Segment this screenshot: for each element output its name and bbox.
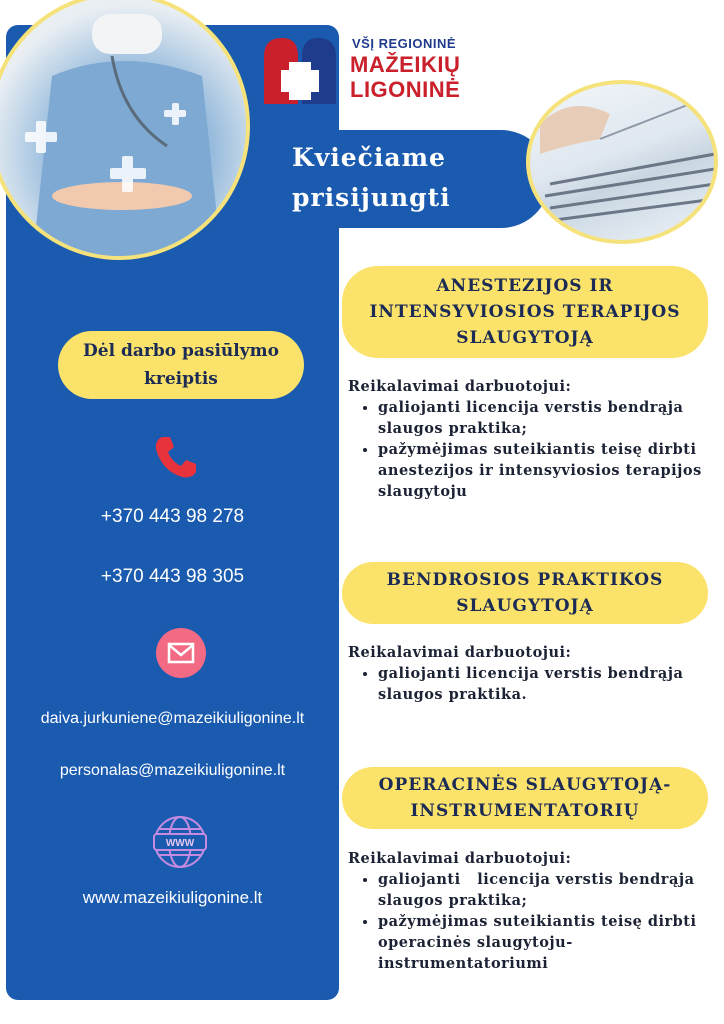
contact-heading-line-2: kreiptis <box>144 369 218 389</box>
job-1-requirements <box>348 376 702 502</box>
title-line-1: Kviečiame <box>292 143 446 172</box>
phone-icon <box>152 433 200 481</box>
contact-heading <box>58 331 304 399</box>
job-1-req-2-line-3: slaugytoju <box>378 483 468 500</box>
job-2-requirement-1 <box>378 663 683 705</box>
job-1-requirement-2 <box>378 439 702 502</box>
job-1-req-2-line-1: • pažymėjimas suteikiantis teisę dirbti <box>378 441 697 458</box>
job-title-3 <box>342 767 708 829</box>
job-title-1 <box>342 266 708 358</box>
logo-hospital-name <box>350 52 460 102</box>
page-title <box>292 138 451 218</box>
job-3-req-2-line-2: operacinės slaugytoju-instrumentatoriumi <box>378 934 573 972</box>
job-3-req-1-line-2: slaugos praktika; <box>378 892 528 909</box>
job-3-title-line-1: OPERACINĖS SLAUGYTOJĄ- <box>378 775 672 795</box>
job-1-title-line-1: ANESTEZIJOS IR <box>436 276 614 296</box>
www-icon-text: WWW <box>165 838 195 849</box>
email-link-1[interactable]: daiva.jurkuniene@mazeikiuligonine.lt <box>40 710 305 727</box>
job-3-requirement-1 <box>378 869 724 911</box>
job-title-2 <box>342 562 708 624</box>
job-3-requirement-2 <box>378 911 724 974</box>
email-link-2[interactable]: personalas@mazeikiuligonine.lt <box>59 762 286 779</box>
phone-number-1[interactable]: +370 443 98 278 <box>100 506 245 527</box>
job-1-req-2-line-2: anestezijos ir intensyviosios terapijos <box>378 462 702 479</box>
job-2-title-line-1: BENDROSIOS PRAKTIKOS <box>386 570 664 590</box>
hospital-logo-icon <box>262 36 338 106</box>
job-2-requirements <box>348 642 683 705</box>
job-2-req-1-line-1: • galiojanti licencija verstis bendrąja <box>378 665 684 682</box>
job-1-req-1-line-2: slaugos praktika; <box>378 420 528 437</box>
job-1-requirements-heading: Reikalavimai darbuotojui: <box>348 378 572 395</box>
contact-heading-line-1: Dėl darbo pasiūlymo <box>83 341 279 361</box>
job-2-requirements-heading: Reikalavimai darbuotojui: <box>348 644 572 661</box>
job-3-req-2-line-1: • pažymėjimas suteikiantis teisę dirbti <box>378 913 697 930</box>
job-1-title-line-3: SLAUGYTOJĄ <box>456 328 594 348</box>
job-3-title-line-2: INSTRUMENTATORIŲ <box>410 801 640 821</box>
job-3-requirements <box>348 848 724 974</box>
job-1-title-line-2: INTENSYVIOSIOS TERAPIJOS <box>369 302 681 322</box>
title-line-2: prisijungti <box>292 183 451 212</box>
surgical-instruments-photo <box>526 80 718 244</box>
job-1-req-1-line-1: • galiojanti licencija verstis bendrąja <box>378 399 684 416</box>
job-3-req-1-line-1: • galiojanti licencija verstis bendrąja <box>378 871 695 888</box>
website-link[interactable]: www.mazeikiuligonine.lt <box>82 888 263 907</box>
logo-line-3: LIGONINĖ <box>350 77 461 102</box>
job-2-req-1-line-2: slaugos praktika. <box>378 686 528 703</box>
mail-icon <box>156 628 206 678</box>
phone-number-2[interactable]: +370 443 98 305 <box>100 566 245 587</box>
job-1-requirement-1 <box>378 397 702 439</box>
logo-line-1: VŠĮ REGIONINĖ <box>352 36 457 51</box>
job-3-requirements-heading: Reikalavimai darbuotojui: <box>348 850 572 867</box>
www-icon <box>150 814 210 870</box>
job-2-title-line-2: SLAUGYTOJĄ <box>456 596 594 616</box>
logo-line-2: MAŽEIKIŲ <box>350 52 461 77</box>
